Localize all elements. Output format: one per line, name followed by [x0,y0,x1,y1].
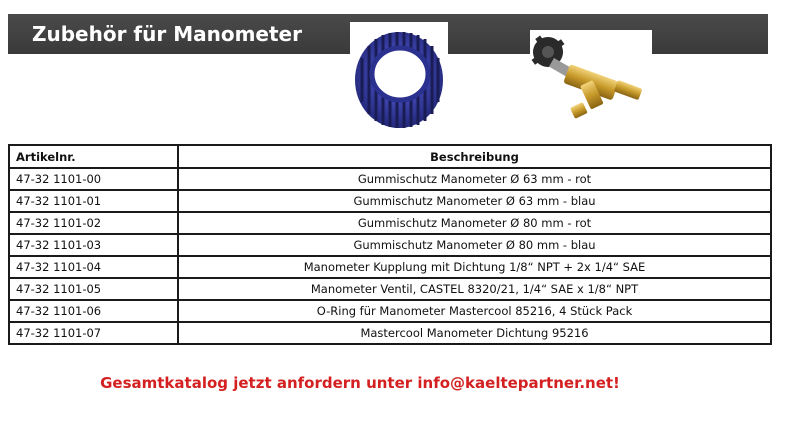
article-number: 47-32 1101-04 [9,256,178,278]
table-header-row [9,145,771,168]
article-number: 47-32 1101-05 [9,278,178,300]
table-row [9,278,771,300]
article-table [8,144,772,345]
table-row [9,300,771,322]
table-row [9,212,771,234]
table-row [9,168,771,190]
brass-valve-icon [530,30,652,126]
article-description: O-Ring für Manometer Mastercool 85216, 4 Stück Pack [178,300,771,322]
table-row [9,234,771,256]
article-description: Gummischutz Manometer Ø 80 mm - blau [178,234,771,256]
blue-rubber-ring-icon [350,22,448,132]
article-description: Gummischutz Manometer Ø 63 mm - rot [178,168,771,190]
valve-image [530,30,652,126]
table-row [9,190,771,212]
article-description: Gummischutz Manometer Ø 80 mm - rot [178,212,771,234]
article-description: Mastercool Manometer Dichtung 95216 [178,322,771,344]
article-description: Manometer Kupplung mit Dichtung 1/8“ NPT + 2x 1/4“ SAE [178,256,771,278]
article-description: Manometer Ventil, CASTEL 8320/21, 1/4“ SAE x 1/8“ NPT [178,278,771,300]
rubber-protector-image [350,22,448,132]
article-number: 47-32 1101-01 [9,190,178,212]
column-header-article: Artikelnr. [9,145,178,168]
article-number: 47-32 1101-06 [9,300,178,322]
article-number: 47-32 1101-00 [9,168,178,190]
catalog-request-note: Gesamtkatalog jetzt anfordern unter info@kaeltepartner.net! [100,374,620,392]
article-number: 47-32 1101-02 [9,212,178,234]
article-number: 47-32 1101-07 [9,322,178,344]
article-description: Gummischutz Manometer Ø 63 mm - blau [178,190,771,212]
table-row [9,256,771,278]
column-header-description: Beschreibung [178,145,771,168]
article-number: 47-32 1101-03 [9,234,178,256]
table-row [9,322,771,344]
page-title: Zubehör für Manometer [32,22,302,46]
